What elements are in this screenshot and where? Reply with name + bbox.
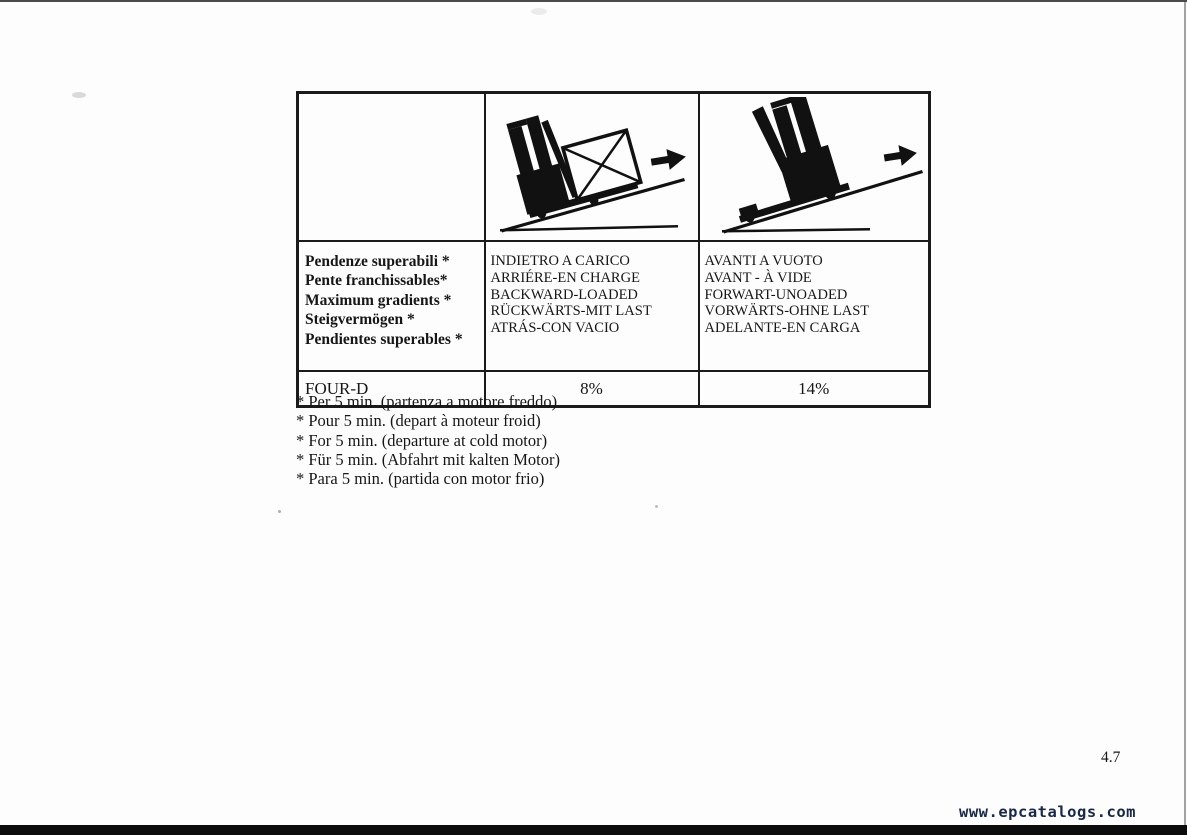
label-line: Pendenze superabili *: [305, 253, 450, 270]
caption-line: VORWÄRTS-OHNE LAST: [704, 303, 870, 320]
footnote-line: * Para 5 min. (partida con motor frio): [296, 469, 545, 489]
backward-gradient-value: 8%: [485, 371, 699, 407]
footnote-line: * Pour 5 min. (depart à moteur froid): [296, 411, 541, 431]
table-row-captions: [298, 241, 930, 371]
stacker-on-slope-unloaded-figure: [708, 97, 928, 237]
stacker-silhouette: [502, 97, 643, 223]
stacker-on-slope-loaded-figure: [486, 97, 694, 237]
forward-unloaded-figure-cell: [699, 93, 930, 242]
scan-artifact: [278, 510, 281, 513]
page-number: 4.7: [1101, 749, 1121, 766]
footnote-line: * For 5 min. (departure at cold motor): [296, 430, 548, 450]
caption-line: ATRÁS-CON VACIO: [490, 320, 620, 337]
label-line: Maximum gradients *: [305, 291, 452, 309]
caption-line: RÜCKWÄRTS-MIT LAST: [490, 303, 652, 320]
caption-line: AVANT - À VIDE: [704, 269, 812, 286]
table-row-figures: [298, 93, 930, 242]
direction-arrow-icon: [649, 146, 687, 172]
label-line: Steigvermögen *: [305, 311, 415, 329]
scan-artifact: [72, 92, 86, 98]
stacker-silhouette: [709, 97, 850, 226]
scan-bar-bottom: [0, 825, 1187, 835]
scan-artifact: [531, 8, 547, 15]
caption-line: AVANTI A VUOTO: [704, 253, 823, 269]
empty-header-cell: [298, 93, 485, 242]
scan-artifact: [655, 505, 658, 508]
watermark-url: www.epcatalogs.com: [959, 803, 1136, 821]
caption-line: INDIETRO A CARICO: [490, 253, 630, 269]
ground-baseline: [722, 228, 870, 233]
maximum-gradients-table: [296, 91, 931, 408]
caption-line: ARRIÉRE-EN CHARGE: [490, 269, 640, 286]
footnote-line: * Per 5 min. (partenza a motore freddo): [296, 392, 558, 411]
caption-line: FORWART-UNOADED: [704, 286, 848, 303]
scan-edge-right: [1184, 2, 1186, 825]
backward-loaded-figure-cell: [485, 93, 699, 242]
forward-caption-cell: [699, 241, 930, 371]
forward-gradient-value: 14%: [699, 371, 930, 407]
backward-caption-cell: [485, 241, 699, 371]
scan-edge-top: [0, 0, 1187, 2]
label-line: Pendientes superables *: [305, 330, 463, 348]
model-name-cell: FOUR-D: [298, 371, 485, 407]
footnote-list: [296, 392, 560, 488]
ground-baseline: [500, 225, 678, 232]
direction-arrow-icon: [882, 142, 918, 168]
caption-line: BACKWARD-LOADED: [490, 286, 638, 303]
label-line: Pente franchissables*: [305, 272, 448, 290]
gradient-label-cell: [298, 241, 485, 371]
caption-line: ADELANTE-EN CARGA: [704, 320, 861, 337]
footnote-line: * Für 5 min. (Abfahrt mit kalten Motor): [296, 449, 560, 469]
